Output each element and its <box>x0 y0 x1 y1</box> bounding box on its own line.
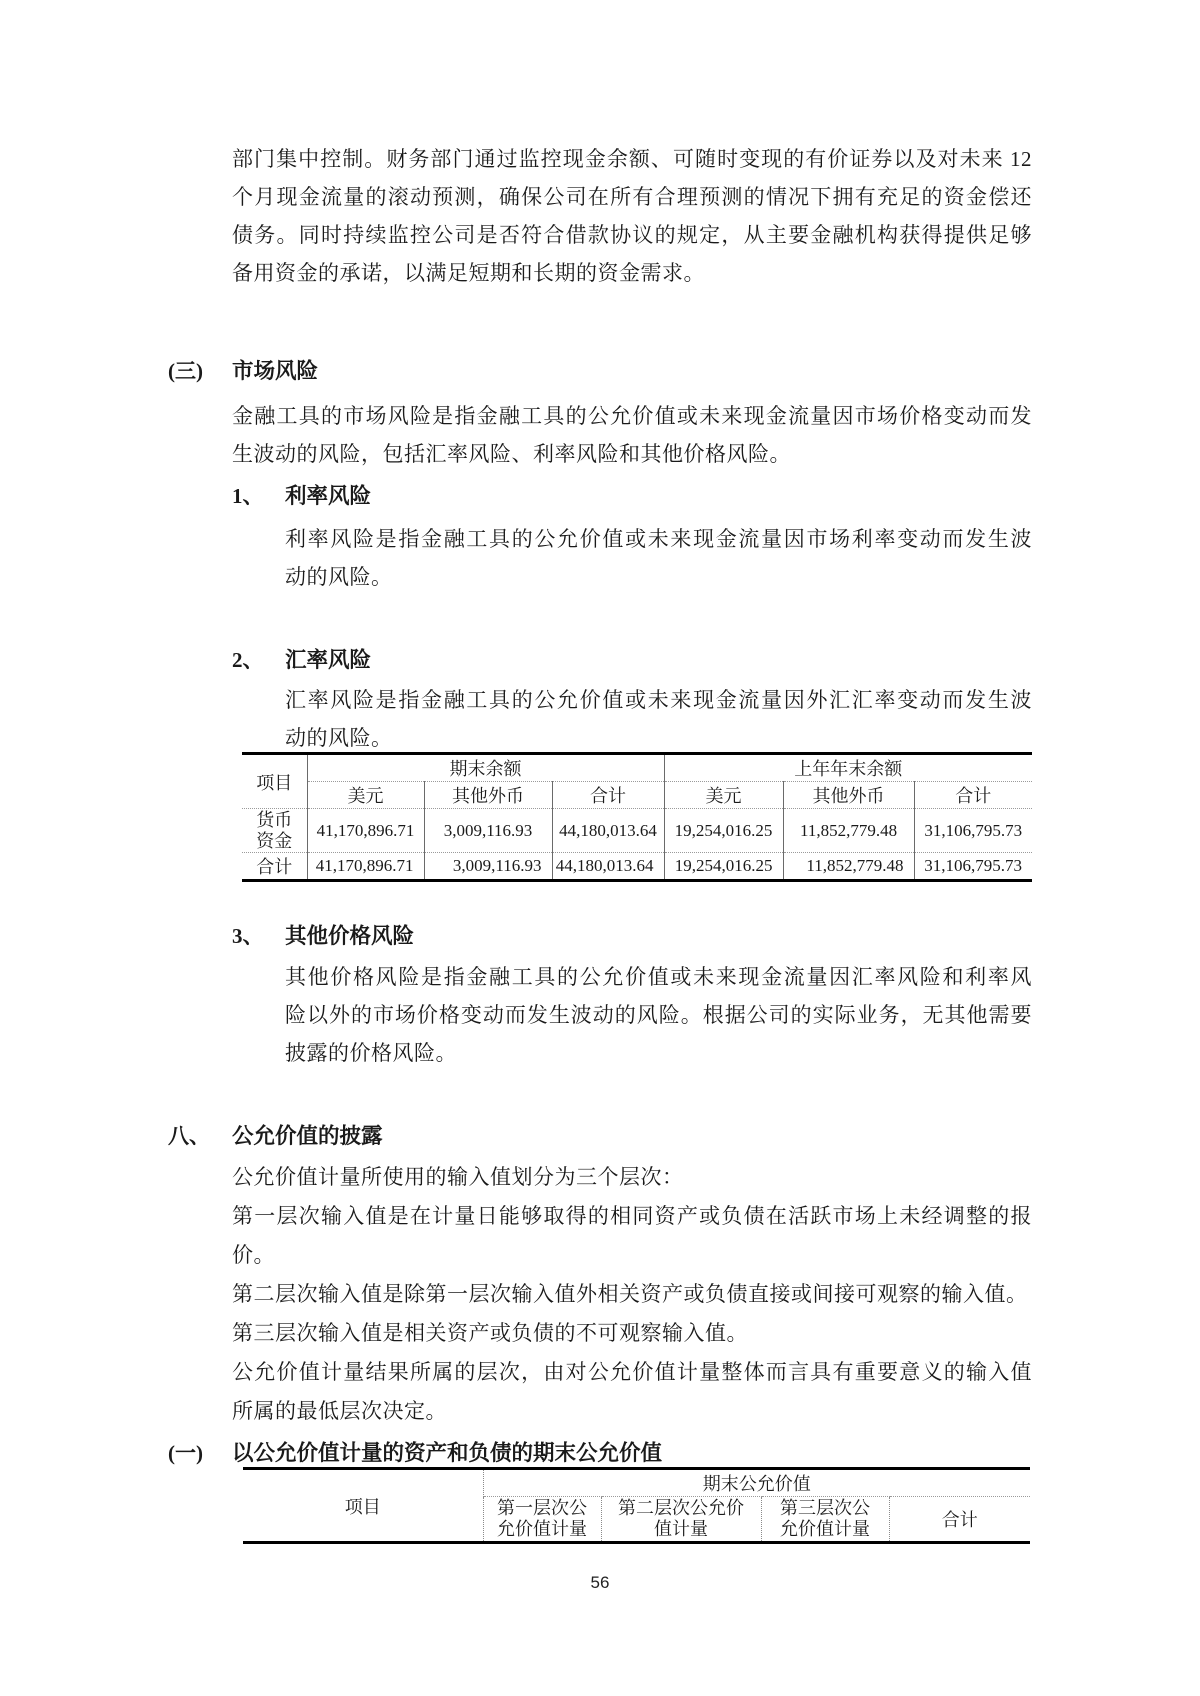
paragraph-line: 第三层次输入值是相关资产或负债的不可观察输入值。 <box>232 1321 748 1345</box>
paragraph-line: 险以外的市场价格变动而发生波动的风险。根据公司的实际业务，无其他需要 <box>285 1003 1032 1027</box>
subsection-title: 汇率风险 <box>285 648 372 672</box>
paragraph-line: 部门集中控制。财务部门通过监控现金余额、可随时变现的有价证券以及对未来 12 <box>232 147 1032 171</box>
table-cell-value: 44,180,013.64 <box>552 853 664 881</box>
subsection-title: 其他价格风险 <box>285 924 415 948</box>
table-header-total: 合计 <box>552 782 664 809</box>
section-title: 市场风险 <box>232 359 319 383</box>
table-header-row <box>242 754 1032 782</box>
other-price-risk-paragraph <box>285 958 1032 1072</box>
subsection-number: 2、 <box>232 648 264 672</box>
table-row-cash <box>242 809 1032 853</box>
table-header-prior-period: 上年年末余额 <box>664 754 1032 782</box>
paragraph-line: 动的风险。 <box>285 565 393 589</box>
fair-value-paragraph <box>232 1158 1032 1431</box>
table-cell-item <box>242 809 307 853</box>
paragraph-line: 公允价值计量结果所属的层次，由对公允价值计量整体而言具有重要意义的输入值 <box>232 1360 1032 1384</box>
paragraph-line: 其他价格风险是指金融工具的公允价值或未来现金流量因汇率风险和利率风 <box>285 965 1032 989</box>
exchange-risk-paragraph <box>285 681 1032 757</box>
table-header-level3 <box>761 1497 889 1543</box>
table-cell-value: 31,106,795.73 <box>914 853 1032 881</box>
header-line: 第三层次公 <box>780 1498 870 1518</box>
paragraph-line: 备用资金的承诺，以满足短期和长期的资金需求。 <box>232 261 705 285</box>
paragraph-line: 动的风险。 <box>285 726 393 750</box>
currency-risk-table <box>242 752 1032 882</box>
table-cell-value: 41,170,896.71 <box>307 809 424 853</box>
header-line: 允价值计量 <box>497 1519 587 1539</box>
section-heading-market-risk <box>168 356 318 386</box>
table-header-total: 合计 <box>914 782 1032 809</box>
header-line: 第二层次公允价 <box>618 1498 744 1518</box>
header-line: 允价值计量 <box>780 1519 870 1539</box>
fair-value-table <box>243 1467 1030 1544</box>
table-header-fair-value-group: 期末公允价值 <box>483 1469 1030 1497</box>
table-row-total <box>242 853 1032 881</box>
table-header-row <box>243 1469 1030 1497</box>
paragraph-line: 所属的最低层次决定。 <box>232 1399 447 1423</box>
paragraph-line: 生波动的风险，包括汇率风险、利率风险和其他价格风险。 <box>232 442 791 466</box>
subsection-heading-interest-risk <box>232 481 371 511</box>
market-risk-paragraph <box>232 397 1032 473</box>
paragraph-line: 个月现金流量的滚动预测，确保公司在所有合理预测的情况下拥有充足的资金偿还 <box>232 185 1032 209</box>
table-cell-value: 11,852,779.48 <box>783 809 914 853</box>
subsection-heading-fv-assets <box>168 1438 662 1468</box>
header-line: 第一层次公 <box>497 1498 587 1518</box>
paragraph-line: 公允价值计量所使用的输入值划分为三个层次： <box>232 1165 684 1189</box>
section-label: 八、 <box>168 1124 210 1148</box>
section-title: 以公允价值计量的资产和负债的期末公允价值 <box>232 1441 663 1465</box>
table-cell-value: 44,180,013.64 <box>552 809 664 853</box>
paragraph-line: 金融工具的市场风险是指金融工具的公允价值或未来现金流量因市场价格变动而发 <box>232 404 1032 428</box>
table-cell-value: 41,170,896.71 <box>307 853 424 881</box>
subsection-heading-other-price-risk <box>232 921 414 951</box>
table-header-level2 <box>601 1497 761 1543</box>
table-header-total: 合计 <box>889 1497 1030 1543</box>
paragraph-line: 债务。同时持续监控公司是否符合借款协议的规定，从主要金融机构获得提供足够 <box>232 223 1032 247</box>
table-cell-value: 3,009,116.93 <box>424 809 552 853</box>
section-title: 公允价值的披露 <box>232 1124 383 1148</box>
table-header-item: 项目 <box>243 1469 483 1543</box>
table-header-other-currency: 其他外币 <box>424 782 552 809</box>
table-header-level1 <box>483 1497 601 1543</box>
subsection-number: 3、 <box>232 924 264 948</box>
table-subheader-row <box>242 782 1032 809</box>
paragraph-line: 汇率风险是指金融工具的公允价值或未来现金流量因外汇汇率变动而发生波 <box>285 688 1032 712</box>
intro-paragraph <box>232 140 1032 292</box>
section-label: (一) <box>168 1441 203 1465</box>
table-header-current-period: 期末余额 <box>307 754 664 782</box>
table-header-usd: 美元 <box>664 782 783 809</box>
paragraph-line: 利率风险是指金融工具的公允价值或未来现金流量因市场利率变动而发生波 <box>285 527 1032 551</box>
section-label: (三) <box>168 359 203 383</box>
subsection-title: 利率风险 <box>285 484 372 508</box>
paragraph-line: 第一层次输入值是在计量日能够取得的相同资产或负债在活跃市场上未经调整的报 <box>232 1204 1032 1228</box>
table-cell-value: 3,009,116.93 <box>424 853 552 881</box>
table-header-item: 项目 <box>242 754 307 809</box>
section-heading-fair-value <box>168 1121 383 1151</box>
table-cell-value: 19,254,016.25 <box>664 809 783 853</box>
subsection-heading-exchange-risk <box>232 645 371 675</box>
table-cell-item: 合计 <box>242 853 307 881</box>
subsection-number: 1、 <box>232 484 264 508</box>
table-cell-value: 11,852,779.48 <box>783 853 914 881</box>
page-number: 56 <box>590 1573 610 1592</box>
table-header-other-currency: 其他外币 <box>783 782 914 809</box>
paragraph-line: 第二层次输入值是除第一层次输入值外相关资产或负债直接或间接可观察的输入值。 <box>232 1282 1028 1306</box>
paragraph-line: 价。 <box>232 1243 275 1267</box>
item-line: 货币 <box>256 809 293 830</box>
interest-risk-paragraph <box>285 520 1032 596</box>
table-header-usd: 美元 <box>307 782 424 809</box>
header-line: 值计量 <box>654 1519 708 1539</box>
table-cell-value: 19,254,016.25 <box>664 853 783 881</box>
paragraph-line: 披露的价格风险。 <box>285 1041 457 1065</box>
item-line: 资金 <box>256 830 293 851</box>
table-cell-value: 31,106,795.73 <box>914 809 1032 853</box>
